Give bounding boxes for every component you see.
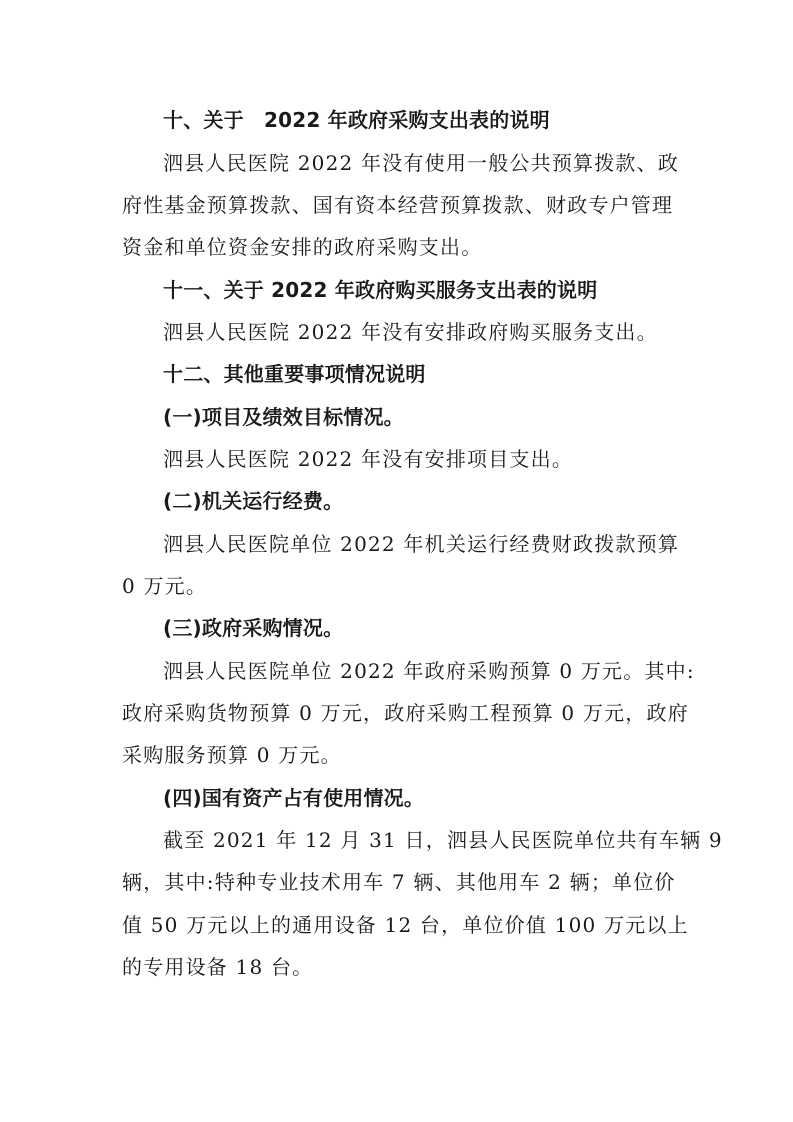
paragraph-line: 的专用设备 18 台。 — [122, 955, 314, 979]
paragraph-line: 泗县人民医院单位 2022 年机关运行经费财政拨款预算 — [163, 532, 680, 556]
paragraph-line: 泗县人民医院 2022 年没有安排政府购买服务支出。 — [163, 320, 658, 344]
paragraph-line: 0 万元。 — [122, 574, 208, 598]
section-heading-10: 十、关于 2022 年政府采购支出表的说明 — [163, 108, 550, 132]
paragraph-line: 府性基金预算拨款、国有资本经营预算拨款、财政专户管理 — [122, 193, 674, 217]
paragraph-line: 截至 2021 年 12 月 31 日，泗县人民医院单位共有车辆 9 — [163, 828, 723, 852]
paragraph-line: 辆，其中:特种专业技术用车 7 辆、其他用车 2 辆；单位价 — [122, 870, 676, 894]
subsection-heading-1: (一)项目及绩效目标情况。 — [163, 405, 404, 429]
paragraph-line: 采购服务预算 0 万元。 — [122, 743, 342, 767]
paragraph-line: 泗县人民医院单位 2022 年政府采购预算 0 万元。其中: — [163, 659, 695, 683]
subsection-heading-3: (三)政府采购情况。 — [163, 616, 344, 640]
paragraph-line: 泗县人民医院 2022 年没有使用一般公共预算拨款、政 — [163, 151, 680, 175]
paragraph-line: 资金和单位资金安排的政府采购支出。 — [122, 235, 483, 259]
section-heading-12: 十二、其他重要事项情况说明 — [163, 362, 426, 386]
subsection-heading-2: (二)机关运行经费。 — [163, 489, 344, 513]
paragraph-line: 政府采购货物预算 0 万元，政府采购工程预算 0 万元，政府 — [122, 701, 689, 725]
section-heading-11: 十一、关于 2022 年政府购买服务支出表的说明 — [163, 278, 598, 302]
subsection-heading-4: (四)国有资产占有使用情况。 — [163, 786, 425, 810]
paragraph-line: 值 50 万元以上的通用设备 12 台，单位价值 100 万元以上 — [122, 913, 689, 937]
paragraph-line: 泗县人民医院 2022 年没有安排项目支出。 — [163, 447, 574, 471]
